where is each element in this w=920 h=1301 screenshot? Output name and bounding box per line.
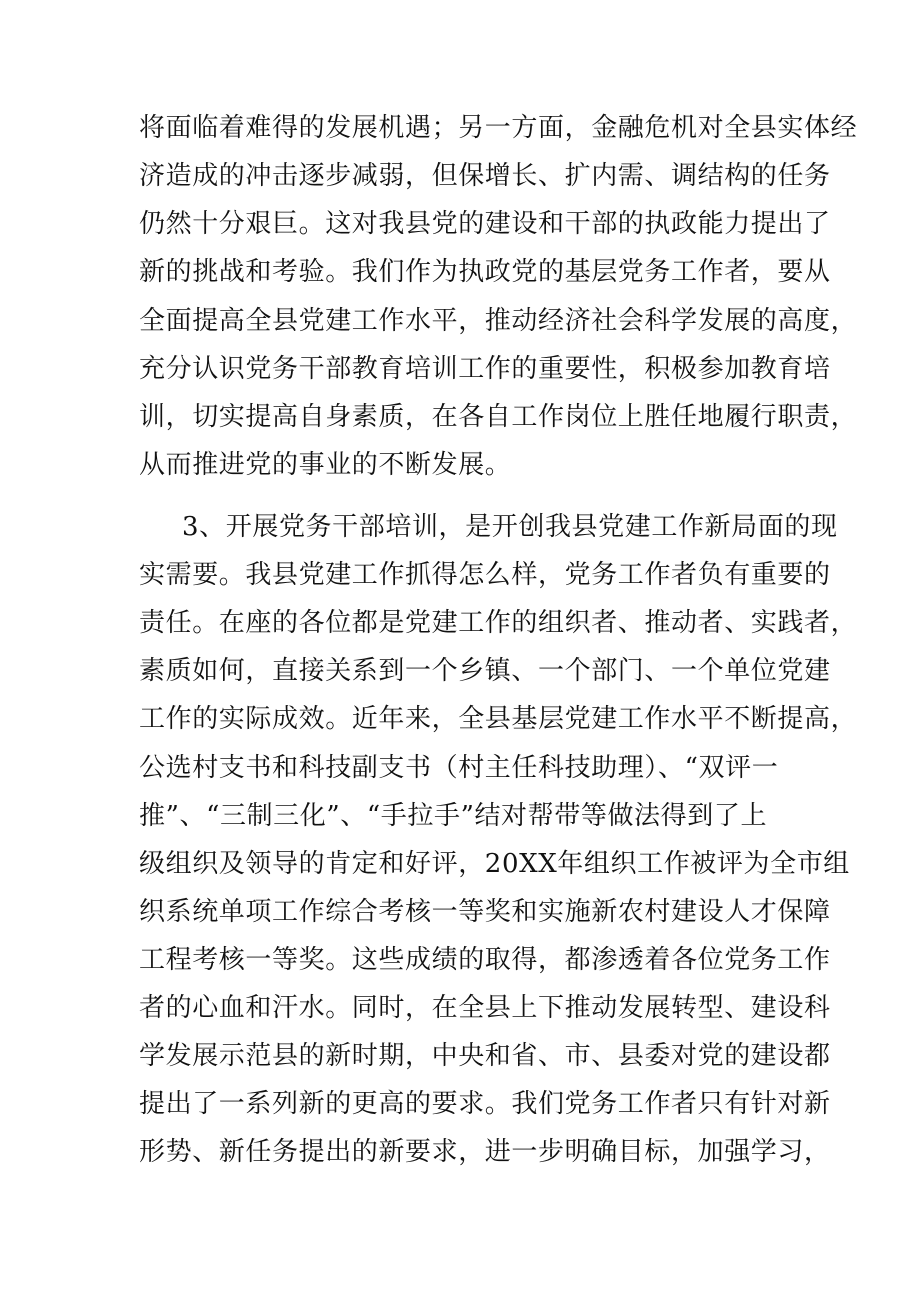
text-line: 者的心血和汗水。同时，在全县上下推动发展转型、建设科	[139, 993, 831, 1023]
text-line: 织系统单项工作综合考核一等奖和实施新农村建设人才保障	[139, 897, 831, 927]
text-line: 仍然十分艰巨。这对我县党的建设和干部的执政能力提出了	[139, 209, 831, 239]
text-line: 实需要。我县党建工作抓得怎么样，党务工作者负有重要的	[139, 560, 831, 590]
text-line: 训，切实提高自身素质，在各自工作岗位上胜任地履行职责，	[139, 402, 858, 432]
text-line: 级组织及领导的肯定和好评，20XX年组织工作被评为全市组	[139, 849, 850, 879]
text-line: 济造成的冲击逐步减弱，但保增长、扩内需、调结构的任务	[139, 161, 831, 191]
text-line: 形势、新任务提出的新要求，进一步明确目标，加强学习，	[139, 1137, 831, 1167]
text-line: 从而推进党的事业的不断发展。	[139, 450, 512, 480]
text-line: 全面提高全县党建工作水平，推动经济社会科学发展的高度，	[139, 306, 858, 336]
text-line: 新的挑战和考验。我们作为执政党的基层党务工作者，要从	[139, 257, 831, 287]
text-line: 工作的实际成效。近年来，全县基层党建工作水平不断提高，	[139, 704, 858, 734]
text-line: 工程考核一等奖。这些成绩的取得，都渗透着各位党务工作	[139, 945, 831, 975]
text-line: 将面临着难得的发展机遇；另一方面，金融危机对全县实体经	[139, 113, 858, 143]
text-line: 充分认识党务干部教育培训工作的重要性，积极参加教育培	[139, 354, 831, 384]
text-line: 提出了一系列新的更高的要求。我们党务工作者只有针对新	[139, 1089, 831, 1119]
text-line: 素质如何，直接关系到一个乡镇、一个部门、一个单位党建	[139, 656, 831, 686]
text-line: 公选村支书和科技副支书（村主任科技助理）、“双评一	[139, 753, 779, 783]
paragraph-3-first-line: 3、开展党务干部培训，是开创我县党建工作新局面的现	[182, 512, 838, 542]
text-line: 推”、“三制三化”、“手拉手”结对帮带等做法得到了上	[139, 801, 768, 831]
text-line: 责任。在座的各位都是党建工作的组织者、推动者、实践者，	[139, 608, 858, 638]
text-line: 学发展示范县的新时期，中央和省、市、县委对党的建设都	[139, 1041, 831, 1071]
